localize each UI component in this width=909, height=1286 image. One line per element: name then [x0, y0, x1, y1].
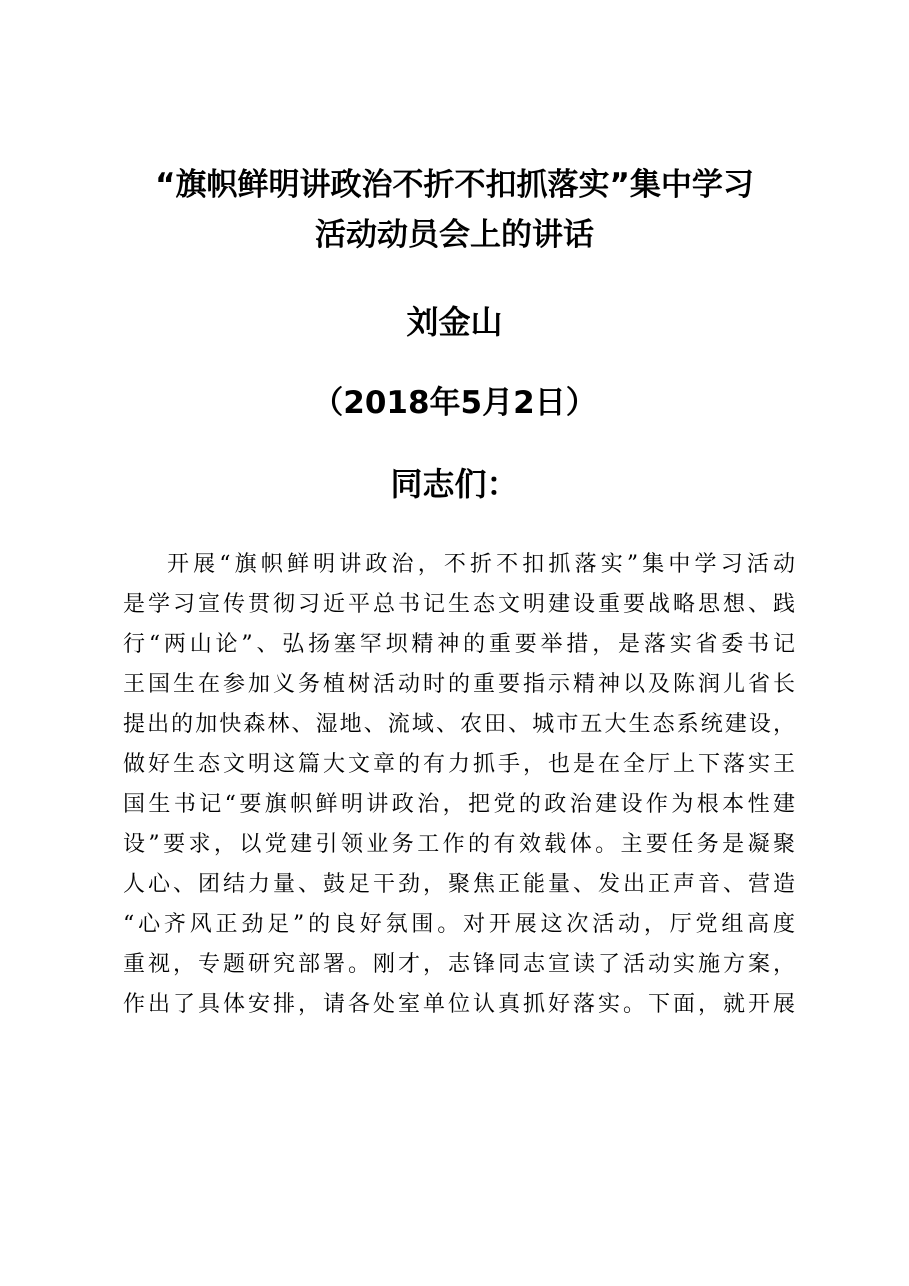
title-line-2: 活动动员会上的讲话 [315, 217, 594, 253]
body-line: 作出了具体安排，请各处室单位认真抓好落实。下面，就开展 [123, 992, 795, 1017]
body-line: 国生书记“要旗帜鲜明讲政治，把党的政治建设作为根本性建 [123, 792, 795, 817]
body-line: 重视，专题研究部署。刚才，志锋同志宣读了活动实施方案， [123, 952, 795, 977]
author-name: 刘金山 [406, 303, 503, 341]
body-line: 提出的加快森林、湿地、流域、农田、城市五大生态系统建设， [123, 712, 795, 737]
salutation: 同志们： [390, 465, 519, 503]
body-paragraph [123, 545, 795, 1025]
title-line-1: “旗帜鲜明讲政治不折不扣抓落实”集中学习 [155, 167, 754, 203]
body-line: 设”要求，以党建引领业务工作的有效载体。主要任务是凝聚 [123, 832, 795, 857]
body-line: 王国生在参加义务植树活动时的重要指示精神以及陈润儿省长 [123, 672, 795, 697]
body-line: 是学习宣传贯彻习近平总书记生态文明建设重要战略思想、践 [123, 592, 795, 617]
body-line: 行“两山论”、弘扬塞罕坝精神的重要举措，是落实省委书记 [123, 632, 795, 657]
body-line: 人心、团结力量、鼓足干劲，聚焦正能量、发出正声音、营造 [123, 872, 795, 897]
body-line: 做好生态文明这篇大文章的有力抓手，也是在全厅上下落实王 [123, 752, 795, 777]
speech-date: （2018年5月2日） [312, 385, 597, 421]
body-line: 开展“旗帜鲜明讲政治，不折不扣抓落实”集中学习活动 [167, 552, 795, 577]
body-line: “心齐风正劲足”的良好氛围。对开展这次活动，厅党组高度 [123, 912, 795, 937]
